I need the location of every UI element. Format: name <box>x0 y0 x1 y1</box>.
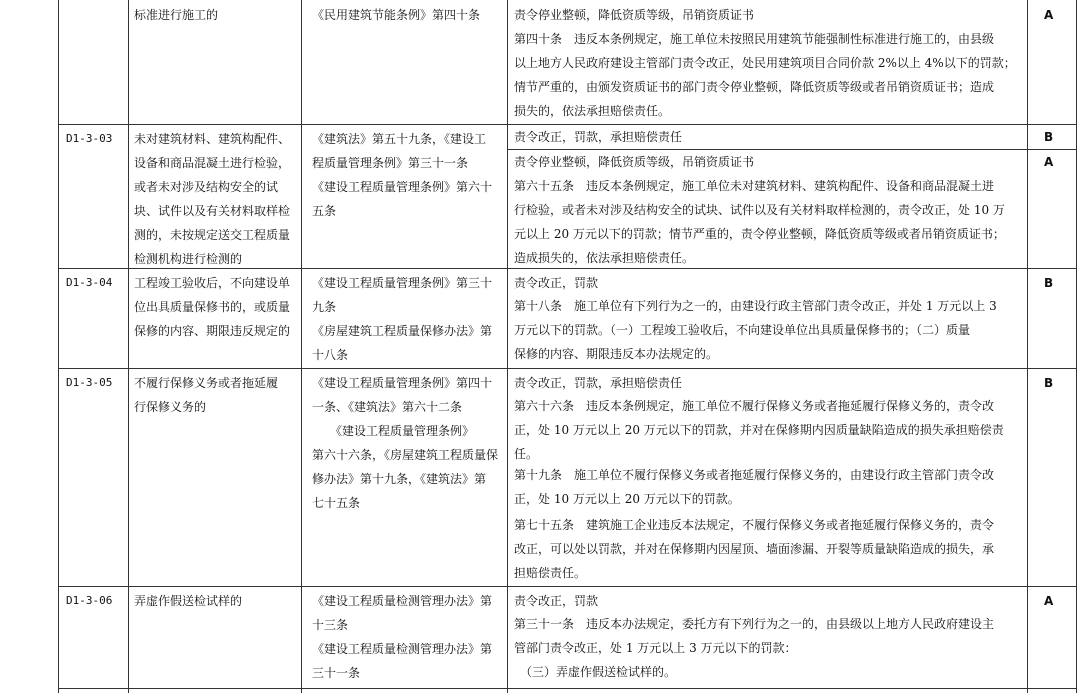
penalty-head: 责令改正，罚款 <box>514 594 599 608</box>
level-badge: A <box>1044 8 1054 22</box>
behavior-cell: 弄虚作假送检试样的 <box>134 594 243 608</box>
level-badge: A <box>1044 155 1054 169</box>
basis-cell: 《建设工程质量检测管理办法》第 十三条 《建设工程质量检测管理办法》第 三十一条 <box>312 594 493 680</box>
row-border-4 <box>58 586 1077 587</box>
col-border-1 <box>128 0 129 693</box>
col-border-0 <box>58 0 59 693</box>
penalty-body: 第十九条 施工单位不履行保修义务或者拖延履行保修义务的，由建设行政主管部门责令改 正，处 10 万元以上 20 万元以下的罚款。 <box>514 468 995 506</box>
code-cell: D1-3-06 <box>66 594 113 607</box>
penalty-body: 第六十五条 违反本条例规定，施工单位未对建筑材料、建筑构配件、设备和商品混凝土进 行检验，或者未对涉及结构安全的试块、试件以及有关材料取样检测的，责令改正，处 10 万 元以上 20 万元以下的罚款；情节严重的，责令停业整顿，降低资质等级或者吊销资质证书； 造成损失的，依法承担赔偿责任。 <box>514 179 1005 265</box>
penalty-body: 第三十一条 违反本办法规定，委托方有下列行为之一的，由县级以上地方人民政府建设主 管部门责令改正，处 1 万元以上 3 万元以下的罚款： （三）弄虚作假送检试样的。 <box>514 617 995 679</box>
basis-cell: 《建筑法》第五十九条，《建设工 程质量管理条例》第三十一条 《建设工程质量管理条例》第六十 五条 <box>312 132 493 218</box>
basis-cell: 《建设工程质量管理条例》第三十 九条 《房屋建筑工程质量保修办法》第 十八条 <box>312 276 493 362</box>
row-border-3 <box>58 368 1077 369</box>
col-border-4 <box>1027 0 1028 693</box>
penalty-body: 第七十五条 建筑施工企业违反本法规定，不履行保修义务或者拖延履行保修义务的，责令 改正，可以处以罚款，并对在保修期内因屋顶、墙面渗漏、开裂等质量缺陷造成的损失，承 担赔偿责任。 <box>514 518 995 580</box>
col-border-5 <box>1076 0 1077 693</box>
penalty-body: 第六十六条 违反本条例规定，施工单位不履行保修义务或者拖延履行保修义务的，责令改 正，处 10 万元以上 20 万元以下的罚款，并对在保修期内因质量缺陷造成的损失承担赔偿责 任。 <box>514 399 1004 461</box>
col-border-2 <box>301 0 302 693</box>
code-cell: D1-3-03 <box>66 132 113 145</box>
behavior-cell: 不履行保修义务或者拖延履 行保修义务的 <box>134 376 279 414</box>
level-badge: A <box>1044 594 1054 608</box>
code-cell: D1-3-04 <box>66 276 113 289</box>
penalty-body: 第十八条 施工单位有下列行为之一的，由建设行政主管部门责令改正，并处 1 万元以上 3 万元以下的罚款。（一）工程竣工验收后，不向建设单位出具质量保修书的；（二）质量 保修的内容、期限违反本办法规定的。 <box>514 299 997 361</box>
col-border-3 <box>507 0 508 693</box>
level-badge: B <box>1044 376 1054 390</box>
basis-cell: 《建设工程质量管理条例》第四十 一条、《建筑法》第六十二条 《建设工程质量管理条例》 第六十六条，《房屋建筑工程质量保 修办法》第十九条，《建筑法》第 七十五条 <box>312 376 499 510</box>
behavior-cell: 未对建筑材料、建筑构配件、 设备和商品混凝土进行检验， 或者未对涉及结构安全的试 块、试件以及有关材料取样检 测的，未按规定送交工程质量 检测机构进行检测的 <box>134 132 291 266</box>
penalty-head: 责令改正，罚款，承担赔偿责任 <box>514 376 683 390</box>
penalty-head: 责令改正，罚款 <box>514 276 599 290</box>
basis-cell: 《民用建筑节能条例》第四十条 <box>312 8 481 22</box>
level-badge: B <box>1044 130 1054 144</box>
behavior-cell: 工程竣工验收后，不向建设单 位出具质量保修书的，或质量 保修的内容、期限违反规定的 <box>134 276 291 338</box>
code-cell: D1-3-05 <box>66 376 113 389</box>
behavior-cell: 标准进行施工的 <box>134 8 219 22</box>
penalty-head: 责令改正，罚款，承担赔偿责任 <box>514 130 683 144</box>
penalty-head: 责令停业整顿，降低资质等级，吊销资质证书 <box>514 155 755 169</box>
penalty-body: 第四十条 违反本条例规定，施工单位未按照民用建筑节能强制性标准进行施工的，由县级 以上地方人民政府建设主管部门责令改正，处民用建筑项目合同价款 2%以上 4%以下的罚款； 情节严重的，由颁发资质证书的部门责令停业整顿，降低资质等级或者吊销资质证书；造成 损失的，依法承担赔偿责任。 <box>514 32 1016 118</box>
row-border-5 <box>58 688 1077 689</box>
penalty-head: 责令停业整顿，降低资质等级，吊销资质证书 <box>514 8 755 22</box>
level-badge: B <box>1044 276 1054 290</box>
